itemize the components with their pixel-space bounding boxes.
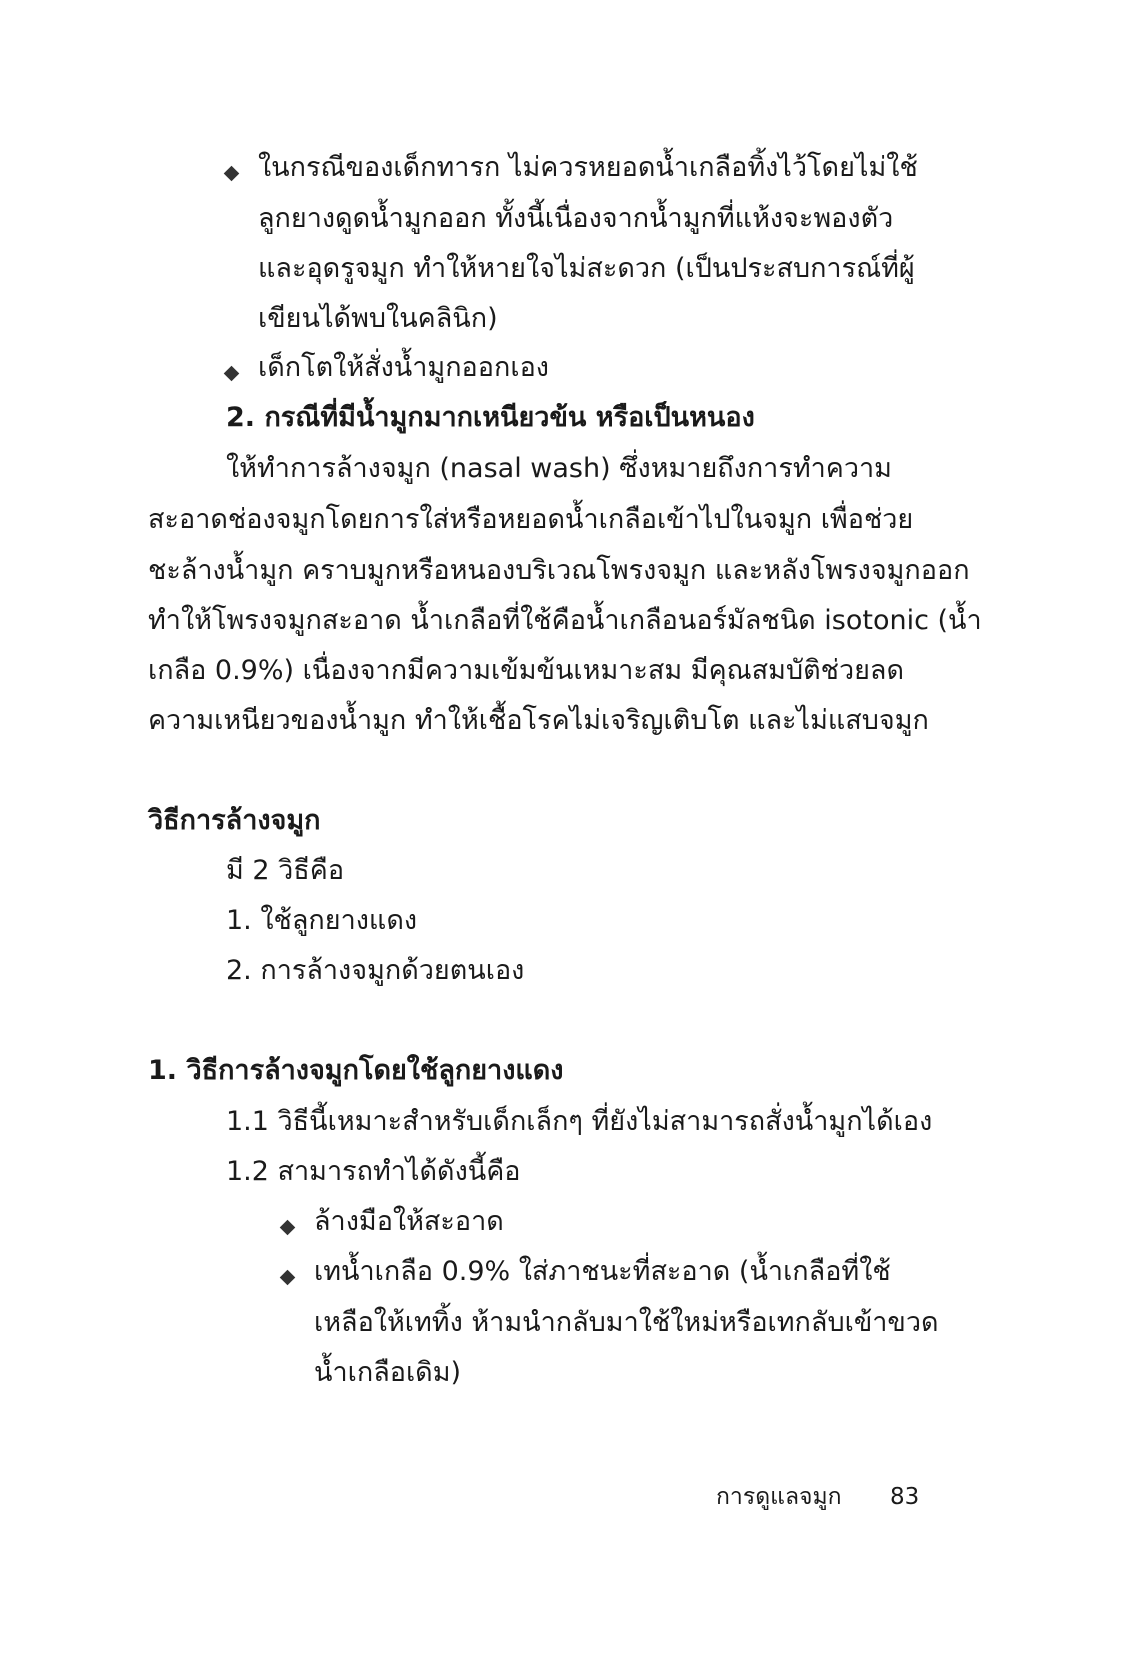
- methods-intro: มี 2 วิธีคือ: [226, 855, 345, 886]
- bullet-text: ในกรณีของเด็กทารก ไม่ควรหยอดน้ำเกลือทิ้งไว้โดยไม่ใช้: [258, 152, 918, 183]
- footer-title: การดูแลจมูก: [716, 1484, 842, 1510]
- method-item: 2. การล้างจมูกด้วยตนเอง: [226, 955, 525, 986]
- method1-item: 1.1 วิธีนี้เหมาะสำหรับเด็กเล็กๆ ที่ยังไม่สามารถสั่งน้ำมูกได้เอง: [226, 1106, 933, 1137]
- paragraph-line: เกลือ 0.9%) เนื่องจากมีความเข้มข้นเหมาะสม มีคุณสมบัติช่วยลด: [148, 655, 905, 686]
- section-heading: วิธีการล้างจมูก: [148, 805, 321, 836]
- paragraph-line: สะอาดช่องจมูกโดยการใส่หรือหยอดน้ำเกลือเข้าไปในจมูก เพื่อช่วย: [148, 504, 914, 535]
- bullet-text: ล้างมือให้สะอาด: [314, 1206, 504, 1237]
- bullet-text: และอุดรูจมูก ทำให้หายใจไม่สะดวก (เป็นประสบการณ์ที่ผู้: [258, 253, 915, 284]
- method1-heading: 1. วิธีการล้างจมูกโดยใช้ลูกยางแดง: [148, 1055, 564, 1086]
- bullet-text: เขียนได้พบในคลินิก): [258, 303, 498, 334]
- bullet-diamond-icon: [224, 166, 240, 182]
- paragraph-line: ชะล้างน้ำมูก คราบมูกหรือหนองบริเวณโพรงจมูก และหลังโพรงจมูกออก: [148, 555, 970, 586]
- method1-item: 1.2 สามารถทำได้ดังนี้คือ: [226, 1156, 521, 1187]
- page-number: 83: [890, 1484, 920, 1510]
- paragraph-line: ให้ทำการล้างจมูก (nasal wash) ซึ่งหมายถึงการทำความ: [226, 453, 892, 484]
- bullet-text: ลูกยางดูดน้ำมูกออก ทั้งนี้เนื่องจากน้ำมูกที่แห้งจะพองตัว: [258, 203, 894, 234]
- bullet-text: เทน้ำเกลือ 0.9% ใส่ภาชนะที่สะอาด (น้ำเกลือที่ใช้: [314, 1256, 891, 1287]
- paragraph-line: ทำให้โพรงจมูกสะอาด น้ำเกลือที่ใช้คือน้ำเกลือนอร์มัลชนิด isotonic (น้ำ: [148, 605, 982, 636]
- paragraph-line: ความเหนียวของน้ำมูก ทำให้เชื้อโรคไม่เจริญเติบโต และไม่แสบจมูก: [148, 705, 929, 736]
- bullet-text: เหลือให้เททิ้ง ห้ามนำกลับมาใช้ใหม่หรือเทกลับเข้าขวด: [314, 1307, 939, 1338]
- bullet-text: น้ำเกลือเดิม): [314, 1357, 462, 1388]
- bullet-diamond-icon: [280, 1220, 296, 1236]
- bullet-diamond-icon: [224, 366, 240, 382]
- case-heading: 2. กรณีที่มีน้ำมูกมากเหนียวข้น หรือเป็นหนอง: [226, 402, 755, 433]
- method-item: 1. ใช้ลูกยางแดง: [226, 905, 418, 936]
- bullet-text: เด็กโตให้สั่งน้ำมูกออกเอง: [258, 352, 549, 383]
- bullet-diamond-icon: [280, 1270, 296, 1286]
